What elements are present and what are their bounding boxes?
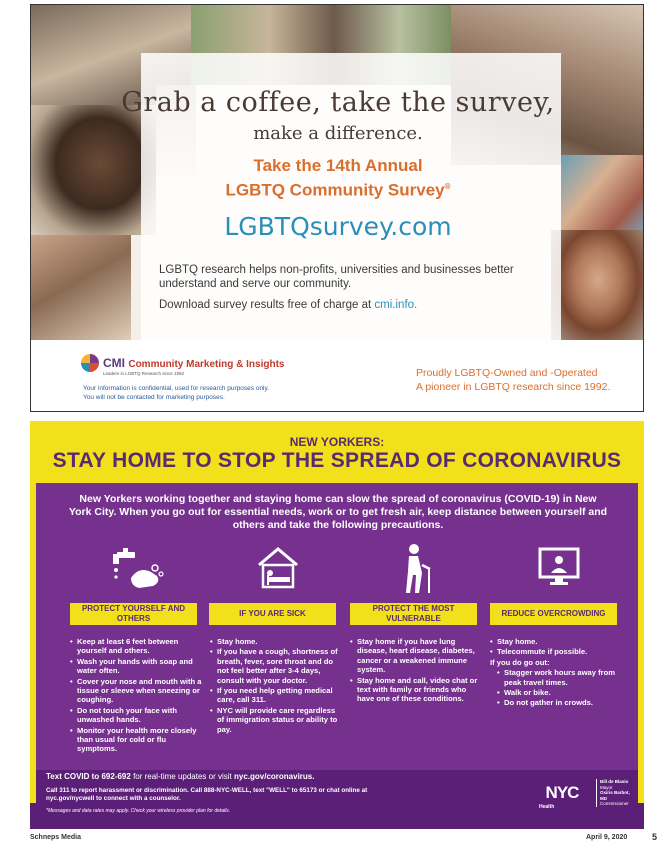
col-head-reduce-overcrowding: REDUCE OVERCROWDING [490,603,617,625]
cmi-logo-icon [81,354,99,372]
list-item: • Walk or bike. [490,688,622,697]
col-list-protect-vulnerable [350,637,478,705]
nyc-logo: NYC [545,783,579,802]
list-item: • If you need help getting medical care, call 311. [210,686,338,705]
cmi-tagline: Leaders in LGBTQ Research since 1992 [103,371,185,376]
list-item: • Stay home and call, video chat or text with family or friends who have one of these conditions. [350,676,478,704]
ad-footer [31,340,644,412]
ad-body-text: LGBTQ research helps non-profits, universities and businesses better understand and serve our community. [159,264,514,290]
col-list-protect-yourself [70,637,202,755]
proudly-owned-text: Proudly LGBTQ-Owned and -Operated A pioneer in LGBTQ research since 1992. [416,367,611,393]
col-head-protect-vulnerable: PROTECT THE MOST VULNERABLE [350,603,477,625]
survey-title-line1: Take the 14th Annual [253,156,423,175]
list-item: • Keep at least 6 feet between yourself and others. [70,637,202,656]
confidentiality-note: Your information is confidential, used for research purposes only. You will not be contacted for marketing purposes. [83,385,270,401]
notice-intro: New Yorkers working together and staying home can slow the spread of coronavirus (COVID-19) in New York City. When you go out for essential needs, work or to get fresh air, keep distance between yourself and others and take the following precautions. [68,493,608,531]
handwashing-icon [109,548,165,592]
list-item: • Stay home if you have lung disease, heart disease, diabetes, cancer or a weakened immune system. [350,637,478,675]
list-item: • Telecommute if possible. [490,647,622,656]
publisher-name: Schneps Media [30,834,81,841]
call-311-text: Call 311 to report harassment or discrimination. Call 888-NYC-WELL, text "WELL" to 65173 or chat online at nyc.gov/nycwell to connect with a counselor. [46,787,368,802]
cmi-info-link[interactable]: cmi.info. [374,299,418,311]
photo-woman-coffee [31,235,131,340]
list-item: • Do not gather in crowds. [490,698,622,707]
survey-title-line2: LGBTQ Community Survey® [225,180,451,200]
list-item: • NYC will provide care regardless of immigration status or ability to pay. [210,706,338,734]
survey-url-link[interactable]: LGBTQsurvey.com [224,212,452,241]
list-item: • Stay home. [210,637,338,646]
col-list-if-sick [210,637,338,735]
list-item: • Stay home. [490,637,622,646]
col-head-protect-yourself: PROTECT YOURSELF AND OTHERS [70,603,197,625]
col-head-if-sick: IF YOU ARE SICK [209,603,336,625]
officials-credits: Bill de Blasio Mayor Oxiris Barbot, MD Commissioner [596,779,636,807]
lgbtq-survey-ad [30,4,644,412]
text-covid-line: Text COVID to 692-692 for real-time updates or visit nyc.gov/coronavirus. [46,772,315,781]
notice-kicker: NEW YORKERS: [289,435,385,449]
notice-title: STAY HOME TO STOP THE SPREAD OF CORONAVIRUS [52,449,622,472]
nyc-coronavirus-link[interactable]: nyc.gov/coronavirus. [234,772,315,781]
photo-older-woman [551,230,644,340]
elderly-person-cane-icon [398,543,438,595]
coronavirus-notice [30,421,644,814]
ad-headline: Grab a coffee, take the survey, [121,87,555,118]
list-item: • Stagger work hours away from peak travel times. [490,668,622,687]
list-subheading: If you do go out: [490,657,550,667]
notice-purple-panel [36,483,638,770]
col-list-reduce-overcrowding [490,637,622,709]
ad-download-text: Download survey results free of charge at cmi.info. [159,299,418,311]
issue-date: April 9, 2020 [586,834,628,841]
survey-title [31,155,644,201]
list-item: • Cover your nose and mouth with a tissue or sleeve when sneezing or coughing. [70,677,202,705]
list-item: • Wash your hands with soap and water often. [70,657,202,676]
page-number: 5 [652,832,658,842]
list-item: • Do not touch your face with unwashed hands. [70,706,202,725]
list-item: • If you have a cough, shortness of breath, fever, sore throat and do not feel better after 3-4 days, consult with your doctor. [210,647,338,685]
ad-subhead: make a difference. [253,123,423,144]
video-call-monitor-icon [538,547,580,587]
nyc-health-label: Health [539,804,555,810]
list-item: • Monitor your health more closely than usual for cold or flu symptoms. [70,726,202,754]
home-bed-icon [255,545,301,591]
cmi-logo: CMI Community Marketing & Insights [81,354,284,372]
messages-fine-print: *Messages and data rates may apply. Check your wireless provider plan for details. [46,808,231,814]
